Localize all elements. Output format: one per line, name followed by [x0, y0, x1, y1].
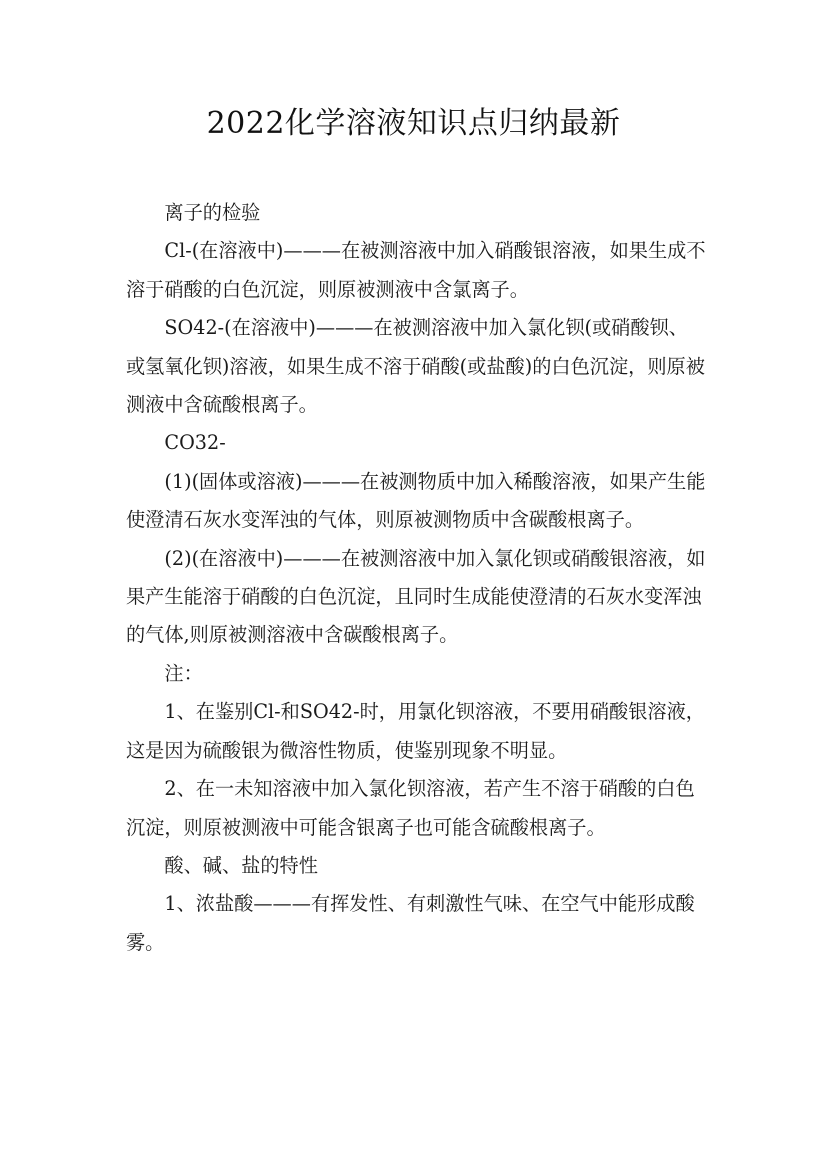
paragraph-sulfate-test: SO42-(在溶液中)———在被测溶液中加入氯化钡(或硝酸钡、或氢氧化钡)溶液，如果生成不溶于硝酸(或盐酸)的白色沉淀，则原被测液中含硫酸根离子。 — [126, 316, 705, 417]
document-body — [126, 194, 706, 962]
paragraph-ion-test-heading: 离子的检验 — [164, 201, 261, 224]
paragraph-chloride-test: Cl-(在溶液中)———在被测溶液中加入硝酸银溶液，如果生成不溶于硝酸的白色沉淀，则原被测液中含氯离子。 — [126, 239, 706, 301]
paragraph-properties-heading: 酸、碱、盐的特性 — [164, 853, 318, 877]
paragraph-note-2: 2、在一未知溶液中加入氯化钡溶液，若产生不溶于硝酸的白色沉淀，则原被测液中可能含银离子也可能含硫酸根离子。 — [126, 777, 695, 839]
paragraph-note-heading: 注： — [164, 661, 203, 685]
paragraph-concentrated-hcl: 1、浓盐酸———有挥发性、有刺激性气味、在空气中能形成酸雾。 — [126, 892, 695, 954]
paragraph-carbonate-test-1: (1)(固体或溶液)———在被测物质中加入稀酸溶液，如果产生能使澄清石灰水变浑浊的气体，则原被测物质中含碳酸根离子。 — [126, 469, 706, 532]
paragraph-carbonate-test-2: (2)(在溶液中)———在被测溶液中加入氯化钡或硝酸银溶液，如果产生能溶于硝酸的白色沉淀，且同时生成能使澄清的石灰水变浑浊的气体,则原被测溶液中含碳酸根离子。 — [126, 546, 706, 647]
paragraph-carbonate-heading: CO32- — [164, 431, 226, 455]
paragraph-note-1: 1、在鉴别Cl-和SO42-时，用氯化钡溶液，不要用硝酸银溶液，这是因为硫酸银为微溶性物质，使鉴别现象不明显。 — [126, 700, 705, 762]
document-title: 2022化学溶液知识点归纳最新 — [206, 106, 621, 141]
